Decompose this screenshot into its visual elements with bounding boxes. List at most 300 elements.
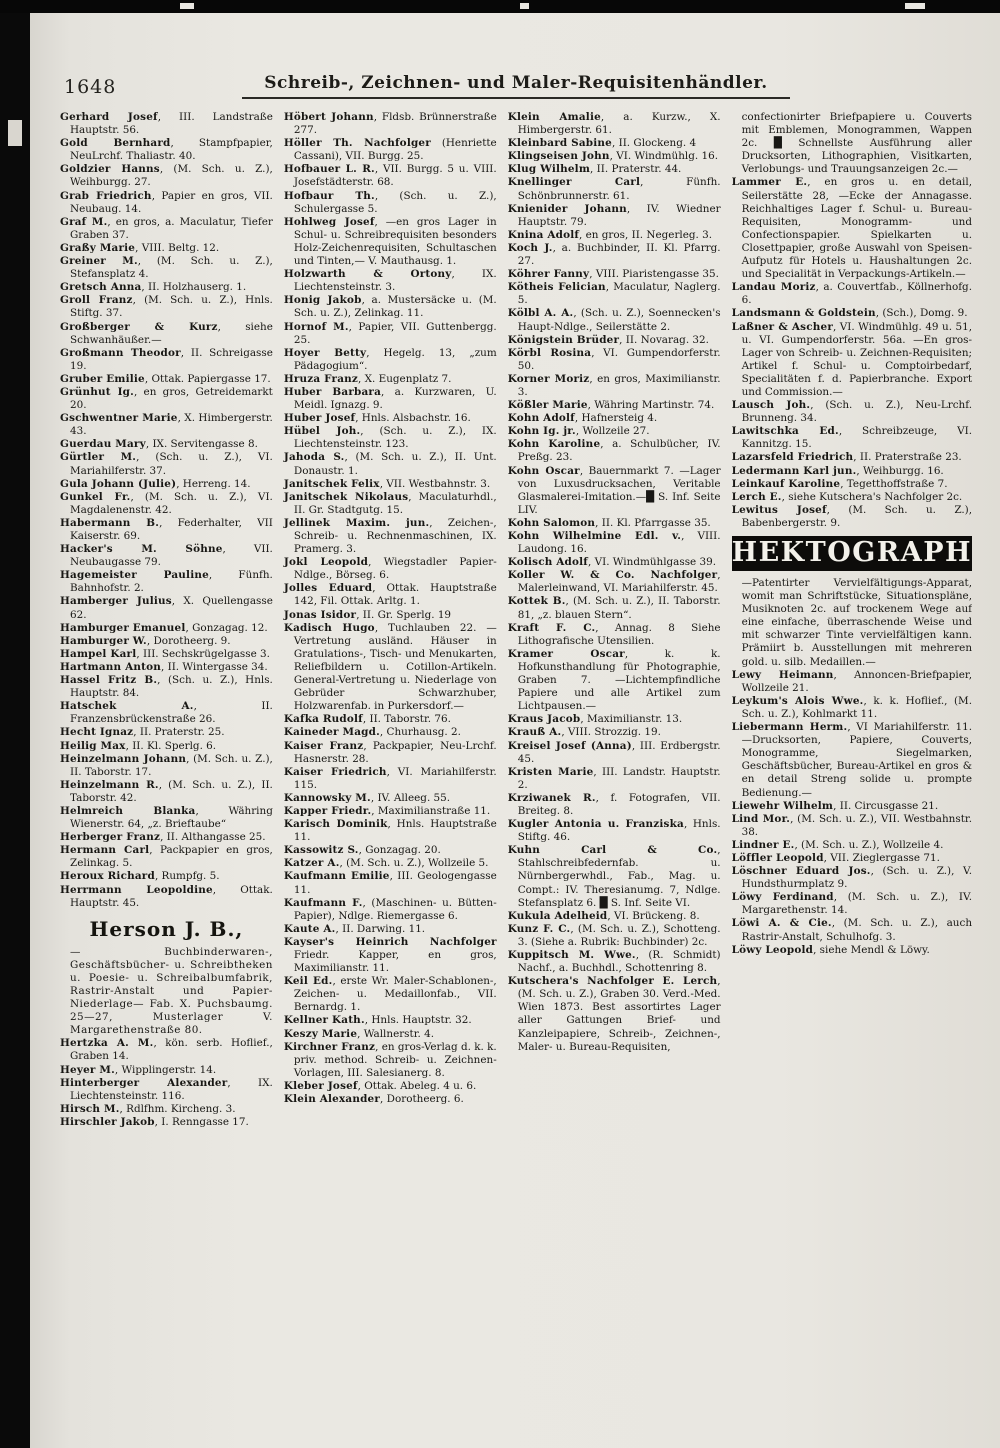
entry-name: Kaute A.: [283, 922, 336, 935]
entry-text: , (Sch.), Domg. 9.: [875, 307, 968, 320]
entry-name: Kannowsky M.: [283, 791, 371, 804]
entry-text: , II. Kl. Pfarrgasse 35.: [595, 516, 711, 529]
entry-name: Lawitschka Ed.: [731, 425, 839, 438]
directory-entry: [284, 163, 497, 189]
entry-name: Hübel Joh.: [283, 425, 361, 438]
entry-text: , II. Taborstr. 76.: [362, 713, 451, 726]
entry-name: Königstein Brüder: [507, 333, 620, 346]
entry-text: , a. Schulbücher, IV. Preßg. 23.: [517, 438, 721, 464]
directory-entry: [284, 726, 497, 739]
entry-text: , siehe Kutschera's Nachfolger 2c.: [781, 490, 963, 503]
directory-entry: [508, 595, 721, 621]
directory-entry: [284, 857, 497, 870]
directory-entry: [732, 321, 972, 400]
entry-name: Hinterberger Alexander: [60, 1076, 228, 1089]
entry-text: , I. Renngasse 17.: [154, 1115, 249, 1128]
directory-entry: [508, 307, 721, 333]
entry-text: , II. Circusgasse 21.: [833, 799, 939, 812]
directory-entry: [284, 268, 497, 294]
directory-entry: [284, 805, 497, 818]
entry-name: Laßner & Ascher: [731, 320, 833, 333]
directory-entry: [60, 517, 273, 543]
entry-text: , (Maschinen- u. Bütten-Papier), Ndlge. Riemergasse 6.: [293, 896, 497, 922]
directory-entry: [732, 478, 972, 491]
directory-entry: [60, 137, 273, 163]
directory-column-3: [508, 111, 721, 1421]
entry-text: , (M. Sch. u. Z.), IV. Margarethenstr. 14.: [741, 891, 972, 917]
entry-name: Honig Jakob: [283, 294, 362, 307]
directory-entry: [732, 891, 972, 917]
entry-text: , VII. Zieglergasse 71.: [823, 851, 940, 864]
directory-entry: [732, 399, 972, 425]
entry-text: , II. Praterstraße 23.: [853, 451, 962, 464]
entry-text: , Bauernmarkt 7. —Lager von Luxusdrucksachen, Veritable Glasmalerei-Imitation.—█ S. Inf. Seite LIV.: [517, 464, 721, 516]
directory-entry: [284, 111, 497, 137]
directory-entry: [60, 831, 273, 844]
entry-text: , (Sch. u. Z.), IX. Liechtensteinstr. 123.: [293, 425, 497, 451]
entry-text: , II. Wintergasse 34.: [160, 660, 268, 673]
entry-name: Knellinger Carl: [507, 176, 641, 189]
entry-name: Heyer M.: [60, 1063, 115, 1076]
directory-entry: [732, 307, 972, 320]
directory-entry: [508, 373, 721, 399]
entry-text: , (M. Sch. u. Z.), II. Taborstr. 17.: [70, 752, 273, 778]
entry-text: , III. Landstraße Hauptstr. 56.: [70, 111, 273, 137]
directory-entry: [60, 726, 273, 739]
entry-text: , VI. Windmühlg. 49 u. 51, u. VI. Gumpendorferstr. 56a. —En gros-Lager von Schreib- u. Zeichnen-Requisiten; Artikel f. Schul- u. Comptoirbedarf, Specialitäten f. d. Papierbranche. Export und Commission.—: [741, 320, 972, 398]
entry-text: , Maximilianstraße 11.: [371, 804, 491, 817]
entry-name: Kellner Kath.: [283, 1014, 365, 1027]
directory-entry: [284, 321, 497, 347]
entry-name: Jolles Eduard: [283, 582, 373, 595]
entry-text: , Rdlfhm. Kircheng. 3.: [119, 1102, 236, 1115]
directory-entry: [508, 949, 721, 975]
directory-entry: [60, 753, 273, 779]
directory-entry: [508, 438, 721, 464]
entry-text: , Churhausg. 2.: [379, 726, 461, 739]
directory-entry: [508, 242, 721, 268]
entry-name: Gürtler M.: [60, 451, 137, 464]
page-header: [60, 73, 972, 103]
directory-entry: [284, 818, 497, 844]
directory-entry: [60, 1064, 273, 1077]
entry-name: Heilig Max: [60, 739, 126, 752]
entry-name: Karisch Dominik: [283, 818, 388, 831]
directory-entry: [284, 609, 497, 622]
entry-name: Janitschek Felix: [283, 477, 380, 490]
directory-column-2: [284, 111, 497, 1421]
directory-entry: [508, 281, 721, 307]
directory-column-1: [60, 111, 273, 1421]
entry-name: Köhrer Fanny: [507, 268, 590, 281]
entry-name: Kutschera's Nachfolger E. Lerch: [507, 975, 718, 988]
entry-name: Herrmann Leopoldine: [60, 883, 213, 896]
entry-name: Lausch Joh.: [731, 399, 811, 412]
directory-entry: [60, 190, 273, 216]
directory-entry: [284, 975, 497, 1014]
entry-name: Kötheis Felician: [507, 281, 606, 294]
entry-text: , Tuchlauben 22. — Vertretung ausländ. Häuser in Gratulations-, Tisch- und Menukarten, Reliefbildern u. Cotillon-Artikeln. General-Vertretung u. Niederlage von Gebrüder Schwarzhuber, Holzwarenfab. in Purkersdorf.—: [293, 621, 497, 713]
entry-text: Friedr. Kapper, en gros, Maximilianstr. 11.: [293, 949, 497, 975]
entry-text: , Herreng. 14.: [176, 477, 251, 490]
directory-entry: [284, 478, 497, 491]
directory-entry: [284, 870, 497, 896]
directory-entry: [508, 844, 721, 909]
entry-text: , k. k. Hoflief., (M. Sch. u. Z.), Kohlmarkt 11.: [741, 694, 972, 720]
entry-text: , II. Kl. Sperlg. 6.: [125, 739, 217, 752]
directory-entry: [60, 884, 273, 910]
entry-text: , II. Novarag. 32.: [619, 333, 709, 346]
entry-text: , Maculaturhdl., II. Gr. Stadtgutg. 15.: [293, 490, 497, 516]
directory-entry: [60, 622, 273, 635]
directory-entry: [732, 800, 972, 813]
entry-text: , II. Praterstr. 25.: [133, 726, 225, 739]
entry-text: , Fldsb. Brünnerstraße 277.: [293, 111, 497, 137]
directory-entry: [732, 504, 972, 530]
entry-name: Leinkauf Karoline: [731, 477, 841, 490]
entry-name: Hirschler Jakob: [60, 1115, 155, 1128]
directory-entry: [284, 1028, 497, 1041]
entry-name: Kuppitsch M. Wwe.: [507, 949, 636, 961]
entry-name: Kramer Oscar: [507, 647, 625, 660]
film-edge-left: [0, 0, 30, 1448]
entry-text: , Hnls. Alsbachstr. 16.: [355, 412, 471, 425]
entry-text: , (Sch. u. Z.), VI. Mariahilferstr. 37.: [70, 451, 273, 477]
entry-text: , (M. Sch. u. Z.), VI. Magdalenenstr. 42.: [70, 490, 273, 516]
entry-name: Jokl Leopold: [283, 556, 369, 569]
entry-name: Herberger Franz: [60, 831, 161, 844]
directory-entry: [60, 373, 273, 386]
directory-entry: [508, 137, 721, 150]
directory-entry: [284, 294, 497, 320]
directory-entry: [284, 190, 497, 216]
directory-entry: [284, 792, 497, 805]
entry-text: , VI. Mariahilferstr. 115.: [293, 765, 497, 791]
entry-text: , siehe Schwanhäußer.—: [70, 320, 273, 346]
entry-text: , (M. Sch. u. Z.), II. Unt. Donaustr. 1.: [293, 451, 497, 477]
entry-text: , (Sch. u. Z.), Soennecken's Haupt-Ndlge., Seilerstätte 2.: [517, 307, 721, 333]
entry-text: , VI. Windmühlg. 16.: [609, 150, 718, 163]
directory-entry: [508, 176, 721, 202]
entry-name: Kleinbard Sabine: [507, 137, 612, 150]
entry-name: Hertzka A. M.: [60, 1037, 154, 1050]
entry-name: Hamburger Emanuel: [60, 621, 186, 634]
entry-name: Kohn Oscar: [507, 464, 580, 477]
entry-text: , Gonzagag. 20.: [358, 844, 441, 857]
entry-text: , (Sch. u. Z.), Schulergasse 5.: [293, 189, 497, 215]
directory-entry: [508, 268, 721, 281]
entry-name: Hohlweg Josef: [283, 215, 375, 228]
entry-name: Hofbaur Th.: [283, 189, 375, 202]
entry-text: , Packpapier, Neu-Lrchf. Hasnerstr. 28.: [293, 739, 497, 765]
entry-text: , Schreibzeuge, VI. Kannitzg. 15.: [741, 425, 972, 451]
entry-name: Kapper Friedr.: [283, 804, 372, 817]
directory-columns: [60, 111, 972, 1421]
entry-name: Helmreich Blanka: [60, 804, 196, 817]
entry-text: , IX. Liechtensteinstr. 3.: [293, 268, 497, 294]
film-edge-top: [0, 0, 1000, 13]
entry-text: , f. Fotografen, VII. Breiteg. 8.: [517, 791, 721, 817]
entry-text: , Papier en gros, VII. Neubaug. 14.: [70, 189, 273, 215]
directory-entry: [732, 669, 972, 695]
entry-name: Huber Josef: [283, 412, 356, 425]
entry-text: , II. Praterstr. 44.: [590, 163, 682, 176]
entry-name: Kohn Ig. jr.: [507, 425, 576, 438]
directory-entry: [508, 229, 721, 242]
directory-entry: [60, 412, 273, 438]
entry-name: Klug Wilhelm: [507, 163, 591, 176]
entry-name: Gruber Emilie: [60, 372, 145, 385]
entry-text: , (M. Sch. u. Z.), Weihburgg. 27.: [70, 163, 273, 189]
entry-name: Löwy Ferdinand: [731, 891, 834, 904]
directory-entry: [508, 726, 721, 739]
film-mark: [520, 3, 529, 9]
entry-text: , X. Eugenplatz 7.: [358, 372, 452, 385]
entry-name: Hamberger Julius: [60, 595, 172, 608]
scanned-page: [30, 13, 1000, 1448]
directory-entry: [60, 321, 273, 347]
entry-name: Koch J.: [507, 241, 553, 254]
entry-name: Habermann B.: [60, 516, 160, 529]
entry-text: , Hnls. Hauptstraße 11.: [293, 818, 497, 844]
directory-entry: [508, 648, 721, 713]
entry-name: Kaiser Friedrich: [283, 765, 387, 778]
directory-entry: [60, 844, 273, 870]
directory-entry: [732, 425, 972, 451]
entry-name: Kugler Antonia u. Franziska: [507, 818, 684, 831]
entry-name: Krauß A.: [507, 726, 562, 739]
entry-name: Hoyer Betty: [283, 346, 367, 359]
entry-name: Keszy Marie: [283, 1027, 358, 1040]
directory-entry: [732, 451, 972, 464]
entry-text: , siehe Mendl & Löwy.: [813, 943, 930, 956]
entry-text: , II. Glockeng. 4: [611, 137, 697, 150]
entry-text: , Währing Wienerstr. 64, „z. Brieftaube“: [70, 804, 273, 831]
directory-entry: [60, 255, 273, 281]
entry-name: Graßy Marie: [60, 241, 136, 254]
entry-text: , III. Landstr. Hauptstr. 2.: [517, 765, 721, 791]
entry-text: , Wallnerstr. 4.: [357, 1027, 435, 1040]
entry-name: Klingseisen John: [507, 150, 610, 163]
directory-entry: [60, 478, 273, 491]
directory-entry: [508, 334, 721, 347]
directory-entry: [508, 347, 721, 373]
entry-text: , Maximilianstr. 13.: [580, 713, 683, 726]
entry-name: Knina Adolf: [507, 228, 580, 241]
directory-entry: [284, 766, 497, 792]
entry-text: , a. Kurzw., X. Himbergerstr. 61.: [517, 111, 721, 137]
directory-entry: [284, 897, 497, 923]
directory-entry: [508, 517, 721, 530]
directory-entry: [732, 176, 972, 281]
directory-entry: [732, 865, 972, 891]
directory-entry: [60, 1116, 273, 1129]
directory-entry: [284, 1093, 497, 1106]
entry-name: Holzwarth & Ortony: [283, 268, 452, 281]
entry-name: Katzer A.: [283, 857, 340, 870]
directory-entry: [60, 569, 273, 595]
entry-name: Grünhut Ig.: [60, 385, 134, 398]
entry-name: Großmann Theodor: [60, 346, 181, 359]
entry-text: , (M. Sch. u. Z.), Wollzeile 4.: [794, 838, 944, 851]
entry-name: Löffler Leopold: [731, 851, 824, 864]
entry-text: , Maculatur, Naglerg. 5.: [517, 281, 721, 307]
entry-text: , II. Gr. Sperlg. 19: [356, 608, 452, 621]
entry-text: , VI Mariahilferstr. 11. —Drucksorten, Papiere, Couverts, Monogramme, Siegelmarken, Geschäftsbücher, Bureau-Artikel en gros & en detail Streng solide u. prompte Bedienung.—: [741, 721, 972, 799]
entry-name: Hofbauer L. R.: [283, 163, 375, 176]
entry-text: , Papier, VII. Guttenbergg. 25.: [293, 320, 497, 346]
directory-entry: [284, 451, 497, 477]
entry-name: Kassowitz S.: [283, 844, 359, 857]
entry-name: Graf M.: [60, 215, 108, 228]
entry-text: , (Sch. u. Z.), V. Hundsthurmplatz 9.: [741, 865, 972, 891]
entry-text: , Hafnersteig 4.: [574, 412, 658, 425]
entry-name: Kuhn Carl & Co.: [507, 844, 718, 857]
directory-entry: [508, 150, 721, 163]
directory-entry: [284, 412, 497, 425]
entry-text: , (M. Sch. u. Z.), Hnls. Stiftg. 37.: [70, 294, 273, 320]
entry-name: Landsmann & Goldstein: [731, 307, 876, 320]
entry-text: , III. Sechskrügelgasse 3.: [136, 647, 270, 660]
entry-text: , VII. Westbahnstr. 3.: [379, 477, 491, 490]
entry-text: , k. k. Hofkunsthandlung für Photographie, Graben 7. —Lichtempfindliche Papiere und alle Artikel zum Lichtpausen.—: [517, 647, 721, 713]
entry-name: Krziwanek R.: [507, 791, 596, 804]
entry-name: Grab Friedrich: [60, 189, 152, 202]
entry-name: Lewy Heimann: [731, 668, 834, 681]
entry-name: Gretsch Anna: [60, 281, 142, 294]
entry-text: , II. Schreigasse 19.: [70, 346, 273, 372]
entry-name: Kohn Adolf: [507, 412, 575, 425]
entry-text: , VI. Windmühlgasse 39.: [587, 556, 717, 569]
directory-entry: [60, 635, 273, 648]
directory-entry: [732, 281, 972, 307]
directory-entry: [508, 622, 721, 648]
entry-name: Körbl Rosina: [507, 346, 592, 359]
directory-entry: [60, 674, 273, 700]
directory-entry: [508, 740, 721, 766]
entry-text: , X. Himbergerstr. 43.: [70, 412, 273, 438]
directory-entry: [284, 582, 497, 608]
entry-text: , VIII. Piaristengasse 35.: [589, 268, 719, 281]
entry-text: , (M. Sch. u. Z.), Schotteng. 3. (Siehe a. Rubrik: Buchbinder) 2c.: [517, 922, 721, 948]
entry-text: , Gonzagag. 12.: [185, 621, 268, 634]
entry-text: , Ottak. Hauptstraße 142, Fil. Ottak. Arltg. 1.: [293, 582, 497, 608]
entry-name: Goldzier Hanns: [60, 163, 160, 176]
directory-entry: [508, 399, 721, 412]
entry-text: , VIII. Strozzig. 19.: [561, 726, 661, 739]
directory-entry-continuation: — Buchbinderwaren-, Geschäftsbücher- u. Schreibtheken u. Poesie- u. Schreibalbumfabrik, Rastrir-Anstalt und Papier-Niederlage— Fab. X. Puchsbaumg. 25—27, Musterlager V. Margarethenstraße 80.: [70, 945, 273, 1037]
entry-name: Kreisel Josef (Anna): [507, 739, 632, 752]
directory-entry: [508, 556, 721, 569]
entry-name: Heinzelmann R.: [60, 778, 159, 791]
entry-name: Kleber Josef: [283, 1079, 358, 1092]
entry-text: , (M. Sch. u. Z.), VII. Westbahnstr. 38.: [741, 812, 972, 838]
directory-entry: [60, 216, 273, 242]
entry-text: , IV. Wiedner Hauptstr. 79.: [517, 202, 721, 228]
entry-name: Liebermann Herm.: [731, 721, 848, 734]
entry-text: , a. Couvertfab., Köllnerhofg. 6.: [741, 281, 972, 307]
directory-entry: [284, 556, 497, 582]
entry-name: Höbert Johann: [283, 111, 374, 123]
entry-name: Gula Johann (Julie): [60, 477, 177, 490]
entry-text: , Weihburgg. 16.: [856, 464, 944, 477]
entry-name: Großberger & Kurz: [60, 320, 218, 333]
entry-text: , kön. serb. Hoflief., Graben 14.: [70, 1037, 273, 1063]
entry-name: Hermann Carl: [60, 844, 150, 857]
entry-text: , VIII. Beltg. 12.: [135, 241, 220, 254]
directory-entry: [284, 1041, 497, 1080]
entry-text: , —en gros Lager in Schul- u. Schreibrequisiten besonders Holz-Zeichenrequisiten, Schultaschen und Tinten,— V. Mauthausg. 1.: [293, 215, 497, 268]
directory-entry: [284, 923, 497, 936]
directory-entry: [284, 347, 497, 373]
directory-entry: [284, 386, 497, 412]
entry-text: , (M. Sch. u. Z.), Stefansplatz 4.: [70, 255, 273, 281]
film-notch: [8, 120, 22, 146]
entry-text: , Wiegstadler Papier-Ndlge., Börseg. 6.: [293, 556, 497, 582]
entry-name: Liewehr Wilhelm: [731, 799, 834, 812]
entry-text: , Hnls. Hauptstr. 32.: [364, 1014, 472, 1027]
directory-entry: [732, 491, 972, 504]
entry-name: Hruza Franz: [283, 372, 359, 385]
entry-text: , Hnls. Stiftg. 46.: [517, 818, 721, 844]
directory-entry: [60, 386, 273, 412]
directory-entry: [60, 740, 273, 753]
entry-text: , (M. Sch. u. Z.), Wollzeile 5.: [339, 857, 489, 870]
directory-entry: [60, 779, 273, 805]
entry-text: , II. Franzensbrückenstraße 26.: [70, 700, 273, 726]
directory-entry: [60, 163, 273, 189]
entry-text: , III. Geologengasse 11.: [293, 870, 497, 896]
directory-entry: [60, 648, 273, 661]
directory-entry: [508, 412, 721, 425]
entry-name: Gunkel Fr.: [60, 490, 131, 503]
entry-name: Lindner E.: [731, 838, 795, 851]
entry-text: , (M. Sch. u. Z.), II. Taborstr. 81, „z. blauen Stern“.: [517, 595, 721, 621]
directory-entry: [284, 491, 497, 517]
directory-entry: [508, 530, 721, 556]
entry-text: , II. Darwing. 11.: [335, 922, 426, 935]
entry-name: Höller Th. Nachfolger: [283, 137, 431, 150]
directory-entry-continuation: confectionirter Briefpapiere u. Couverts mit Emblemen, Monogrammen, Wappen 2c. █ Schnellste Ausführung aller Drucksorten, Lithographien, Visitkarten, Verlobungs- und Trauungsanzeigen 2c.—: [741, 111, 972, 176]
directory-entry: [732, 721, 972, 800]
entry-text: , (M. Sch. u. Z.), Babenbergerstr. 9.: [741, 503, 972, 529]
entry-name: Lewitus Josef: [731, 503, 827, 516]
entry-name: Janitschek Nikolaus: [283, 490, 409, 503]
page-title: Schreib-, Zeichnen- und Maler-Requisitenhändler.: [242, 73, 789, 99]
entry-text: , a. Mustersäcke u. (M. Sch. u. Z.), Zelinkag. 11.: [293, 294, 497, 320]
directory-entry: [508, 163, 721, 176]
directory-entry: [732, 944, 972, 957]
entry-name: Kaineder Magd.: [283, 726, 380, 739]
entry-name: Kohn Karoline: [507, 438, 601, 451]
entry-name: Klein Alexander: [283, 1093, 381, 1106]
entry-text: , en gros u. en detail, Seilerstätte 28, —Ecke der Annagasse. Reichhaltiges Lager f. Schul- u. Bureau-Requisiten, Monogramm- und Confectionspapier. Spielkarten u. Closettpapier, große Auswahl von Speisen-Aufputz für Hotels u. Haushaltungen 2c. und Specialität in Verpackungs-Artikeln.—: [741, 176, 972, 281]
entry-text: , IV. Alleeg. 55.: [370, 791, 451, 804]
directory-entry: [508, 111, 721, 137]
entry-text: , Währing Martinstr. 74.: [587, 399, 715, 412]
entry-name: Korner Moriz: [507, 372, 590, 385]
entry-name: Kaufmann Emilie: [283, 870, 390, 883]
directory-entry: [60, 111, 273, 137]
directory-entry: [508, 713, 721, 726]
entry-name: Hagemeister Pauline: [60, 569, 209, 582]
entry-name: Kraus Jacob: [507, 713, 581, 726]
entry-name: Hatschek A.: [60, 700, 194, 713]
entry-text: , VII. Burgg. 5 u. VIII. Josefstädterstr. 68.: [293, 163, 497, 189]
directory-entry: [732, 917, 972, 943]
entry-name: Löschner Eduard Jos.: [731, 865, 871, 878]
entry-name: Groll Franz: [60, 294, 133, 307]
